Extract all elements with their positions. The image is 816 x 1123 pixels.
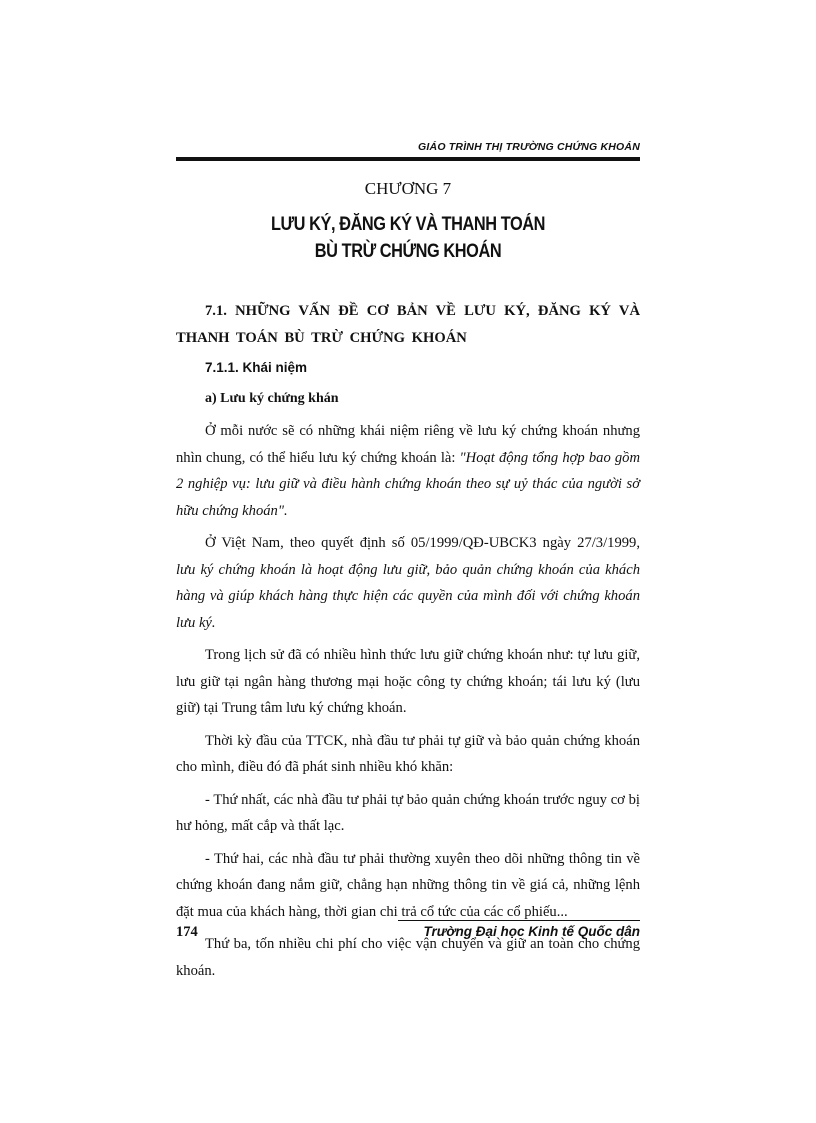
item-heading: a) Lưu ký chứng khán — [205, 390, 339, 406]
paragraph-vietnam-definition: lưu ký chứng khoán là hoạt động lưu giữ, bảo quản chứng khoán của khách hàng và giúp khách hàng thực hiện các quyền của mình đối với chứng khoán lưu ký. — [176, 561, 640, 631]
paragraph-vietnam-regulation — [176, 530, 640, 636]
subsection-heading: 7.1.1. Khái niệm — [205, 360, 308, 375]
running-footer-institution: Trường Đại học Kinh tế Quốc dân — [423, 924, 640, 939]
paragraph-definition-text: Ở mỗi nước sẽ có những khái niệm riêng về lưu ký chứng khoán nhưng nhìn chung, có thể hiểu lưu ký chứng khoán là: — [176, 423, 640, 466]
paragraph-definition-quote: "Hoạt động tổng hợp bao gồm 2 nghiệp vụ: lưu giữ và điều hành chứng khoán theo sự uỷ thác của người sở hữu chứng khoán". — [176, 449, 640, 519]
chapter-title-line-1: LƯU KÝ, ĐĂNG KÝ VÀ THANH TOÁN — [270, 214, 546, 235]
paragraph-third: Thứ ba, tốn nhiều chi phí cho việc vận chuyển và giữ an toàn cho chứng khoán. — [176, 936, 640, 979]
body-content — [176, 298, 640, 984]
chapter-title — [208, 211, 607, 265]
running-header-title: GIÁO TRÌNH THỊ TRƯỜNG CHỨNG KHOÁN — [418, 141, 640, 153]
page-number: 174 — [176, 924, 198, 940]
section-heading: 7.1. NHỮNG VẤN ĐỀ CƠ BẢN VỀ LƯU KÝ, ĐĂNG KÝ VÀ THANH TOÁN BÙ TRỪ CHỨNG KHOÁN — [176, 303, 640, 346]
paragraph-history: Trong lịch sử đã có nhiều hình thức lưu giữ chứng khoán như: tự lưu giữ, lưu giữ tại ngân hàng thương mại hoặc công ty chứng khoán; tái lưu ký (lưu giữ) tại Trung tâm lưu ký chứng khoán. — [176, 647, 640, 716]
paragraph-vietnam-text: Ở Việt Nam, theo quyết định số 05/1999/QĐ-UBCK3 ngày 27/3/1999, — [205, 535, 640, 551]
footer-rule — [398, 920, 640, 921]
header-rule — [176, 157, 640, 161]
chapter-number: CHƯƠNG 7 — [364, 179, 452, 198]
list-item-first: - Thứ nhất, các nhà đầu tư phải tự bảo quản chứng khoán trước nguy cơ bị hư hỏng, mất cắp và thất lạc. — [176, 791, 640, 834]
paragraph-definition — [176, 418, 640, 524]
list-item-second: - Thứ hai, các nhà đầu tư phải thường xuyên theo dõi những thông tin về chứng khoán đang nắm giữ, chẳng hạn những thông tin về giá cả, những lệnh đặt mua của khách hàng, thời gian chi trả cổ tức của các cổ phiếu... — [176, 850, 640, 920]
chapter-title-line-2: BÙ TRỪ CHỨNG KHOÁN — [314, 241, 502, 262]
paragraph-early-market: Thời kỳ đầu của TTCK, nhà đầu tư phải tự giữ và bảo quản chứng khoán cho mình, điều đó đã phát sinh nhiều khó khăn: — [176, 732, 640, 775]
